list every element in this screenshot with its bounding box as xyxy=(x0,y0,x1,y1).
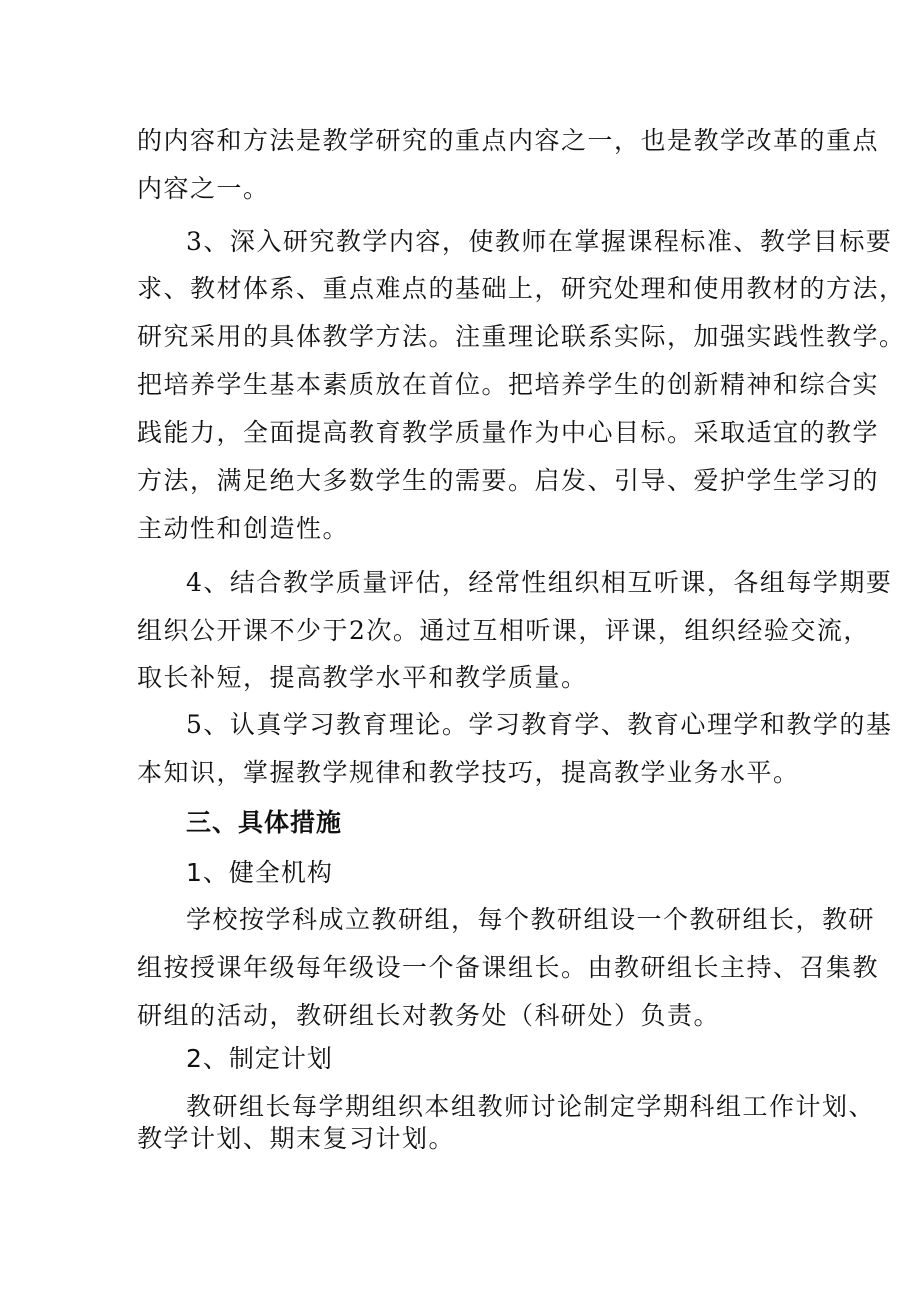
paragraph-line: 取长补短，提高教学水平和教学质量。 xyxy=(137,663,588,692)
paragraph-line: 研究采用的具体教学方法。注重理论联系实际，加强实践性教学。 xyxy=(137,322,906,351)
paragraph-line: 3、深入研究教学内容，使教师在掌握课程标准、教学目标要 xyxy=(186,227,893,256)
paragraph-line: 把培养学生基本素质放在首位。把培养学生的创新精神和综合实 xyxy=(137,370,880,399)
paragraph-line: 4、结合教学质量评估，经常性组织相互听课，各组每学期要 xyxy=(186,568,893,597)
paragraph-line: 组织公开课不少于2次。通过互相听课，评课，组织经验交流， xyxy=(137,616,870,645)
paragraph-line: 主动性和创造性。 xyxy=(137,514,350,543)
subsection-heading: 1、健全机构 xyxy=(186,858,333,887)
paragraph-line: 研组的活动，教研组长对教务处（科研处）负责。 xyxy=(137,1001,721,1030)
paragraph-line: 的内容和方法是教学研究的重点内容之一，也是教学改革的重点 xyxy=(137,126,880,155)
paragraph-line: 教学计划、期末复习计划。 xyxy=(137,1124,456,1153)
paragraph-line: 教研组长每学期组织本组教师讨论制定学期科组工作计划、 xyxy=(186,1092,876,1121)
paragraph-line: 本知识，掌握教学规律和教学技巧，提高教学业务水平。 xyxy=(137,758,800,787)
paragraph-line: 学校按学科成立教研组，每个教研组设一个教研组长，教研 xyxy=(186,905,876,934)
paragraph-line: 组按授课年级每年级设一个备课组长。由教研组长主持、召集教 xyxy=(137,953,880,982)
subsection-heading: 2、制定计划 xyxy=(186,1044,333,1073)
paragraph-line: 5、认真学习教育理论。学习教育学、教育心理学和教学的基 xyxy=(186,710,893,739)
paragraph-line: 内容之一。 xyxy=(137,174,270,203)
section-heading: 三、具体措施 xyxy=(186,808,343,837)
paragraph-line: 践能力，全面提高教育教学质量作为中心目标。采取适宜的教学 xyxy=(137,418,880,447)
paragraph-line: 方法，满足绝大多数学生的需要。启发、引导、爱护学生学习的 xyxy=(137,466,880,495)
paragraph-line: 求、教材体系、重点难点的基础上，研究处理和使用教材的方法， xyxy=(137,274,906,303)
